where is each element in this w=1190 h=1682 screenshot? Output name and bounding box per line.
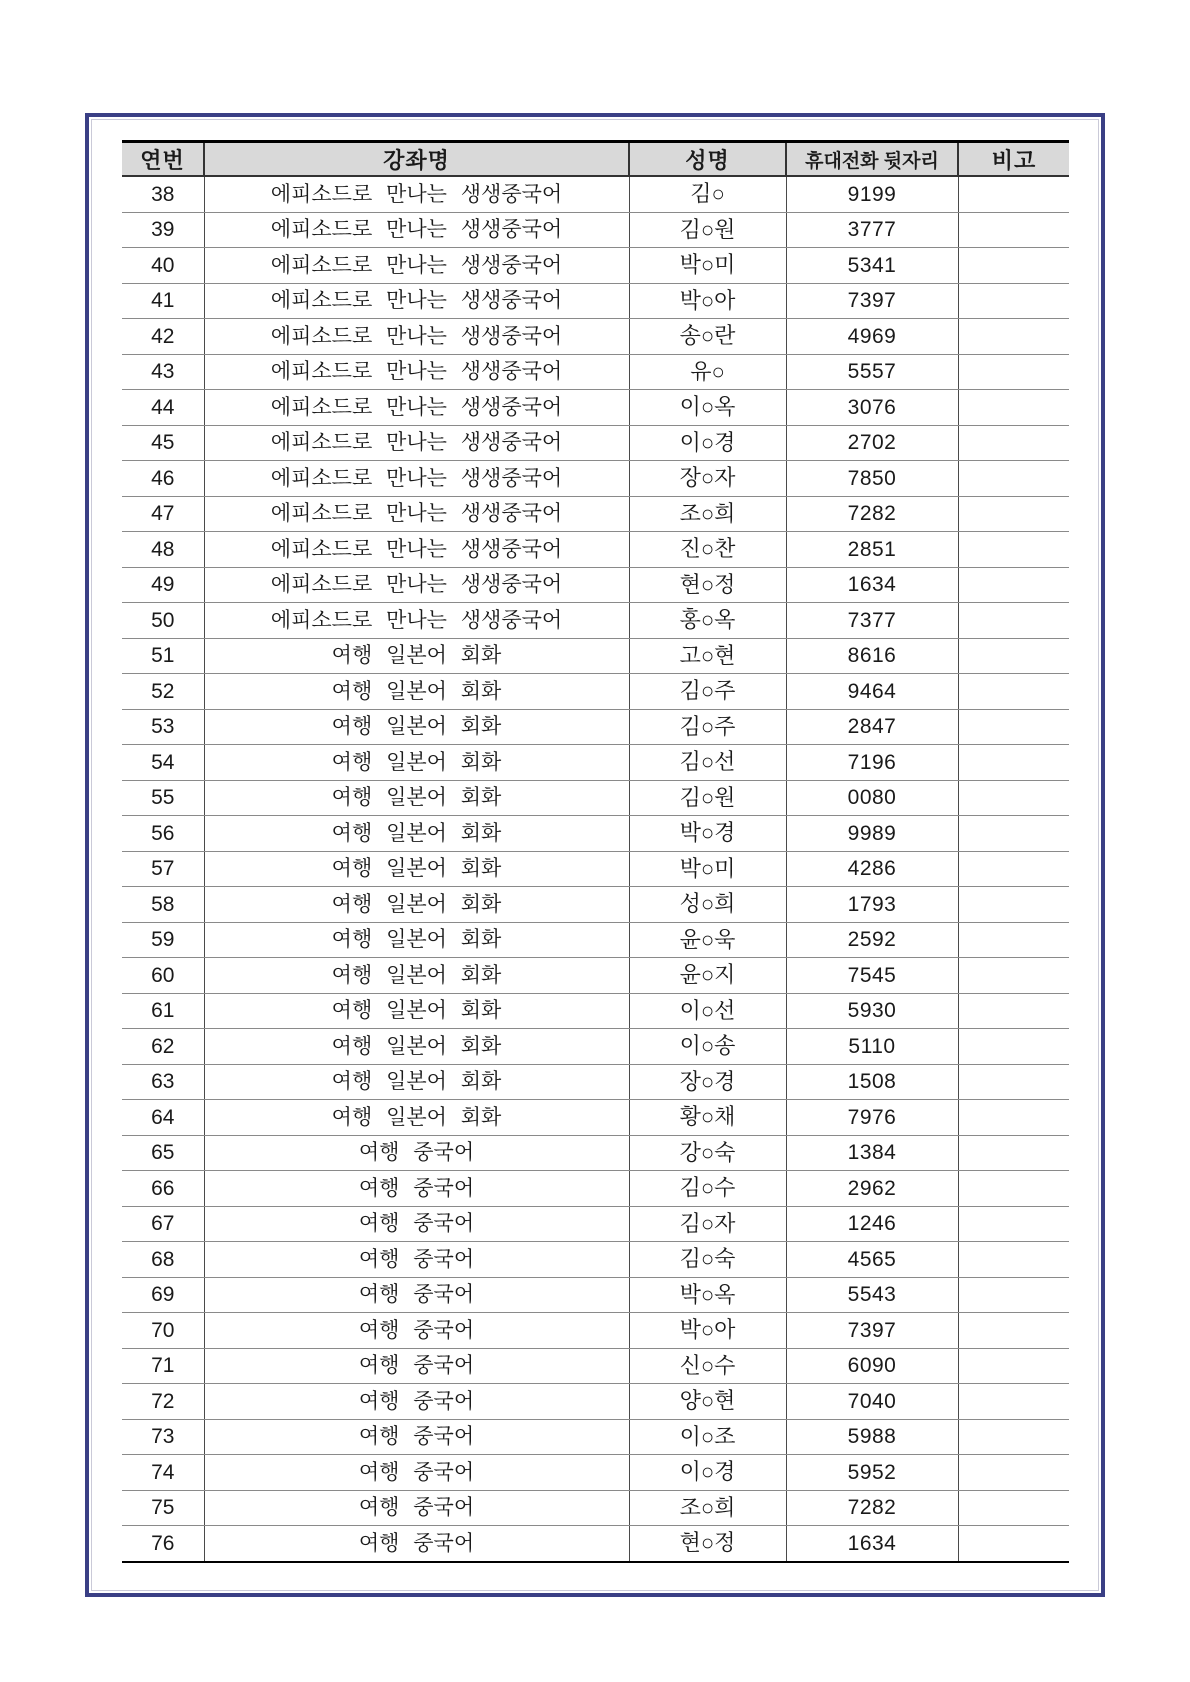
remark-cell (958, 674, 1069, 710)
row-number-cell: 44 (122, 390, 204, 426)
phone-cell: 1508 (786, 1064, 958, 1100)
row-number-cell: 53 (122, 709, 204, 745)
table-row (122, 1419, 1069, 1455)
remark-cell (958, 1455, 1069, 1491)
table-header-row (122, 142, 1069, 177)
table-row (122, 816, 1069, 852)
phone-cell: 2962 (786, 1171, 958, 1207)
header-course-name: 강좌명 (204, 142, 629, 177)
phone-cell: 7397 (786, 283, 958, 319)
name-cell: 고○현 (629, 638, 786, 674)
row-number-cell: 75 (122, 1490, 204, 1526)
course-name-cell: 여행 중국어 (204, 1206, 629, 1242)
remark-cell (958, 745, 1069, 781)
phone-cell: 1634 (786, 567, 958, 603)
row-number-cell: 68 (122, 1242, 204, 1278)
remark-cell (958, 1277, 1069, 1313)
remark-cell (958, 1348, 1069, 1384)
row-number-cell: 51 (122, 638, 204, 674)
name-cell: 현○정 (629, 1526, 786, 1562)
name-cell: 이○옥 (629, 390, 786, 426)
name-cell: 신○수 (629, 1348, 786, 1384)
course-name-cell: 에피소드로 만나는 생생중국어 (204, 567, 629, 603)
course-name-cell: 여행 중국어 (204, 1242, 629, 1278)
row-number-cell: 57 (122, 851, 204, 887)
phone-cell: 6090 (786, 1348, 958, 1384)
remark-cell (958, 638, 1069, 674)
name-cell: 박○아 (629, 1313, 786, 1349)
course-name-cell: 에피소드로 만나는 생생중국어 (204, 176, 629, 212)
phone-cell: 3777 (786, 212, 958, 248)
row-number-cell: 55 (122, 780, 204, 816)
course-name-cell: 여행 일본어 회화 (204, 709, 629, 745)
course-name-cell: 여행 일본어 회화 (204, 887, 629, 923)
table-row (122, 922, 1069, 958)
table-row (122, 993, 1069, 1029)
phone-cell: 7976 (786, 1100, 958, 1136)
table-row (122, 496, 1069, 532)
table-row (122, 1100, 1069, 1136)
course-name-cell: 여행 일본어 회화 (204, 1029, 629, 1065)
row-number-cell: 39 (122, 212, 204, 248)
row-number-cell: 41 (122, 283, 204, 319)
header-phone-last-digits: 휴대전화 뒷자리 (786, 142, 958, 177)
name-cell: 김○원 (629, 212, 786, 248)
remark-cell (958, 176, 1069, 212)
phone-cell: 2592 (786, 922, 958, 958)
name-cell: 박○미 (629, 851, 786, 887)
course-name-cell: 여행 일본어 회화 (204, 638, 629, 674)
remark-cell (958, 283, 1069, 319)
name-cell: 조○희 (629, 496, 786, 532)
attendee-table (122, 140, 1069, 1563)
phone-cell: 1384 (786, 1135, 958, 1171)
course-name-cell: 에피소드로 만나는 생생중국어 (204, 283, 629, 319)
row-number-cell: 62 (122, 1029, 204, 1065)
course-name-cell: 에피소드로 만나는 생생중국어 (204, 461, 629, 497)
name-cell: 박○경 (629, 816, 786, 852)
course-name-cell: 여행 중국어 (204, 1455, 629, 1491)
course-name-cell: 여행 중국어 (204, 1313, 629, 1349)
phone-cell: 2702 (786, 425, 958, 461)
table-row (122, 212, 1069, 248)
table-row (122, 1242, 1069, 1278)
name-cell: 김○수 (629, 1171, 786, 1207)
name-cell: 송○란 (629, 319, 786, 355)
course-name-cell: 에피소드로 만나는 생생중국어 (204, 532, 629, 568)
remark-cell (958, 319, 1069, 355)
row-number-cell: 66 (122, 1171, 204, 1207)
row-number-cell: 60 (122, 958, 204, 994)
remark-cell (958, 1100, 1069, 1136)
row-number-cell: 73 (122, 1419, 204, 1455)
remark-cell (958, 248, 1069, 284)
phone-cell: 7850 (786, 461, 958, 497)
name-cell: 유○ (629, 354, 786, 390)
remark-cell (958, 1206, 1069, 1242)
remark-cell (958, 496, 1069, 532)
name-cell: 이○조 (629, 1419, 786, 1455)
phone-cell: 9989 (786, 816, 958, 852)
table-row (122, 354, 1069, 390)
name-cell: 진○찬 (629, 532, 786, 568)
remark-cell (958, 922, 1069, 958)
remark-cell (958, 603, 1069, 639)
table-row (122, 1384, 1069, 1420)
course-name-cell: 여행 중국어 (204, 1135, 629, 1171)
name-cell: 성○희 (629, 887, 786, 923)
name-cell: 김○자 (629, 1206, 786, 1242)
phone-cell: 5110 (786, 1029, 958, 1065)
remark-cell (958, 1135, 1069, 1171)
phone-cell: 4969 (786, 319, 958, 355)
table-row (122, 1313, 1069, 1349)
phone-cell: 7545 (786, 958, 958, 994)
phone-cell: 1634 (786, 1526, 958, 1562)
course-name-cell: 여행 중국어 (204, 1171, 629, 1207)
remark-cell (958, 1242, 1069, 1278)
name-cell: 이○송 (629, 1029, 786, 1065)
table-row (122, 1135, 1069, 1171)
row-number-cell: 65 (122, 1135, 204, 1171)
name-cell: 조○희 (629, 1490, 786, 1526)
phone-cell: 3076 (786, 390, 958, 426)
course-name-cell: 에피소드로 만나는 생생중국어 (204, 212, 629, 248)
phone-cell: 1793 (786, 887, 958, 923)
phone-cell: 5930 (786, 993, 958, 1029)
phone-cell: 1246 (786, 1206, 958, 1242)
remark-cell (958, 816, 1069, 852)
phone-cell: 9464 (786, 674, 958, 710)
remark-cell (958, 425, 1069, 461)
row-number-cell: 52 (122, 674, 204, 710)
name-cell: 양○현 (629, 1384, 786, 1420)
phone-cell: 7040 (786, 1384, 958, 1420)
phone-cell: 7377 (786, 603, 958, 639)
row-number-cell: 74 (122, 1455, 204, 1491)
phone-cell: 5988 (786, 1419, 958, 1455)
table-row (122, 1277, 1069, 1313)
remark-cell (958, 1171, 1069, 1207)
row-number-cell: 63 (122, 1064, 204, 1100)
remark-cell (958, 1490, 1069, 1526)
remark-cell (958, 709, 1069, 745)
remark-cell (958, 567, 1069, 603)
name-cell: 김○원 (629, 780, 786, 816)
phone-cell: 2851 (786, 532, 958, 568)
course-name-cell: 여행 일본어 회화 (204, 993, 629, 1029)
name-cell: 황○채 (629, 1100, 786, 1136)
name-cell: 장○경 (629, 1064, 786, 1100)
table-row (122, 1348, 1069, 1384)
table-row (122, 674, 1069, 710)
table-row (122, 390, 1069, 426)
table-row (122, 1029, 1069, 1065)
table-row (122, 603, 1069, 639)
course-name-cell: 여행 일본어 회화 (204, 922, 629, 958)
course-name-cell: 여행 일본어 회화 (204, 816, 629, 852)
remark-cell (958, 461, 1069, 497)
phone-cell: 4565 (786, 1242, 958, 1278)
table-row (122, 851, 1069, 887)
table-row (122, 1171, 1069, 1207)
table-row (122, 425, 1069, 461)
row-number-cell: 70 (122, 1313, 204, 1349)
course-name-cell: 여행 중국어 (204, 1490, 629, 1526)
table-row (122, 887, 1069, 923)
name-cell: 홍○옥 (629, 603, 786, 639)
phone-cell: 5341 (786, 248, 958, 284)
table-row (122, 1064, 1069, 1100)
name-cell: 현○정 (629, 567, 786, 603)
remark-cell (958, 1064, 1069, 1100)
remark-cell (958, 532, 1069, 568)
row-number-cell: 76 (122, 1526, 204, 1562)
table-row (122, 638, 1069, 674)
phone-cell: 7282 (786, 1490, 958, 1526)
phone-cell: 8616 (786, 638, 958, 674)
name-cell: 이○선 (629, 993, 786, 1029)
remark-cell (958, 958, 1069, 994)
table-row (122, 958, 1069, 994)
name-cell: 이○경 (629, 425, 786, 461)
name-cell: 윤○욱 (629, 922, 786, 958)
row-number-cell: 45 (122, 425, 204, 461)
remark-cell (958, 1029, 1069, 1065)
name-cell: 박○아 (629, 283, 786, 319)
remark-cell (958, 1526, 1069, 1562)
course-name-cell: 에피소드로 만나는 생생중국어 (204, 603, 629, 639)
remark-cell (958, 851, 1069, 887)
remark-cell (958, 780, 1069, 816)
table-row (122, 567, 1069, 603)
course-name-cell: 여행 일본어 회화 (204, 851, 629, 887)
table-row (122, 248, 1069, 284)
row-number-cell: 38 (122, 176, 204, 212)
remark-cell (958, 354, 1069, 390)
row-number-cell: 61 (122, 993, 204, 1029)
table-row (122, 709, 1069, 745)
remark-cell (958, 887, 1069, 923)
row-number-cell: 50 (122, 603, 204, 639)
remark-cell (958, 390, 1069, 426)
course-name-cell: 여행 중국어 (204, 1277, 629, 1313)
table-row (122, 1206, 1069, 1242)
phone-cell: 2847 (786, 709, 958, 745)
row-number-cell: 42 (122, 319, 204, 355)
course-name-cell: 에피소드로 만나는 생생중국어 (204, 248, 629, 284)
table-row (122, 1490, 1069, 1526)
row-number-cell: 48 (122, 532, 204, 568)
attendee-table-container (122, 140, 1069, 1563)
table-row (122, 1455, 1069, 1491)
remark-cell (958, 1384, 1069, 1420)
table-row (122, 745, 1069, 781)
phone-cell: 9199 (786, 176, 958, 212)
phone-cell: 4286 (786, 851, 958, 887)
name-cell: 박○옥 (629, 1277, 786, 1313)
course-name-cell: 여행 중국어 (204, 1526, 629, 1562)
name-cell: 윤○지 (629, 958, 786, 994)
course-name-cell: 여행 중국어 (204, 1384, 629, 1420)
phone-cell: 5952 (786, 1455, 958, 1491)
row-number-cell: 69 (122, 1277, 204, 1313)
phone-cell: 7196 (786, 745, 958, 781)
header-name: 성명 (629, 142, 786, 177)
row-number-cell: 49 (122, 567, 204, 603)
table-row (122, 532, 1069, 568)
row-number-cell: 72 (122, 1384, 204, 1420)
name-cell: 장○자 (629, 461, 786, 497)
remark-cell (958, 993, 1069, 1029)
table-row (122, 319, 1069, 355)
course-name-cell: 에피소드로 만나는 생생중국어 (204, 425, 629, 461)
phone-cell: 5543 (786, 1277, 958, 1313)
name-cell: 김○주 (629, 674, 786, 710)
table-row (122, 461, 1069, 497)
remark-cell (958, 212, 1069, 248)
row-number-cell: 64 (122, 1100, 204, 1136)
course-name-cell: 여행 일본어 회화 (204, 958, 629, 994)
table-row (122, 176, 1069, 212)
row-number-cell: 67 (122, 1206, 204, 1242)
row-number-cell: 59 (122, 922, 204, 958)
course-name-cell: 여행 일본어 회화 (204, 674, 629, 710)
name-cell: 김○선 (629, 745, 786, 781)
course-name-cell: 여행 일본어 회화 (204, 1064, 629, 1100)
row-number-cell: 43 (122, 354, 204, 390)
course-name-cell: 에피소드로 만나는 생생중국어 (204, 390, 629, 426)
course-name-cell: 에피소드로 만나는 생생중국어 (204, 496, 629, 532)
header-serial-number: 연번 (122, 142, 204, 177)
table-row (122, 780, 1069, 816)
name-cell: 이○경 (629, 1455, 786, 1491)
remark-cell (958, 1313, 1069, 1349)
row-number-cell: 71 (122, 1348, 204, 1384)
row-number-cell: 47 (122, 496, 204, 532)
row-number-cell: 40 (122, 248, 204, 284)
course-name-cell: 여행 일본어 회화 (204, 1100, 629, 1136)
phone-cell: 7282 (786, 496, 958, 532)
phone-cell: 0080 (786, 780, 958, 816)
course-name-cell: 여행 중국어 (204, 1419, 629, 1455)
course-name-cell: 여행 중국어 (204, 1348, 629, 1384)
table-row (122, 1526, 1069, 1562)
course-name-cell: 에피소드로 만나는 생생중국어 (204, 354, 629, 390)
name-cell: 박○미 (629, 248, 786, 284)
name-cell: 김○주 (629, 709, 786, 745)
row-number-cell: 58 (122, 887, 204, 923)
row-number-cell: 56 (122, 816, 204, 852)
phone-cell: 7397 (786, 1313, 958, 1349)
course-name-cell: 여행 일본어 회화 (204, 780, 629, 816)
table-row (122, 283, 1069, 319)
name-cell: 김○ (629, 176, 786, 212)
header-remark: 비고 (958, 142, 1069, 177)
name-cell: 김○숙 (629, 1242, 786, 1278)
name-cell: 강○숙 (629, 1135, 786, 1171)
row-number-cell: 54 (122, 745, 204, 781)
phone-cell: 5557 (786, 354, 958, 390)
course-name-cell: 여행 일본어 회화 (204, 745, 629, 781)
row-number-cell: 46 (122, 461, 204, 497)
remark-cell (958, 1419, 1069, 1455)
course-name-cell: 에피소드로 만나는 생생중국어 (204, 319, 629, 355)
